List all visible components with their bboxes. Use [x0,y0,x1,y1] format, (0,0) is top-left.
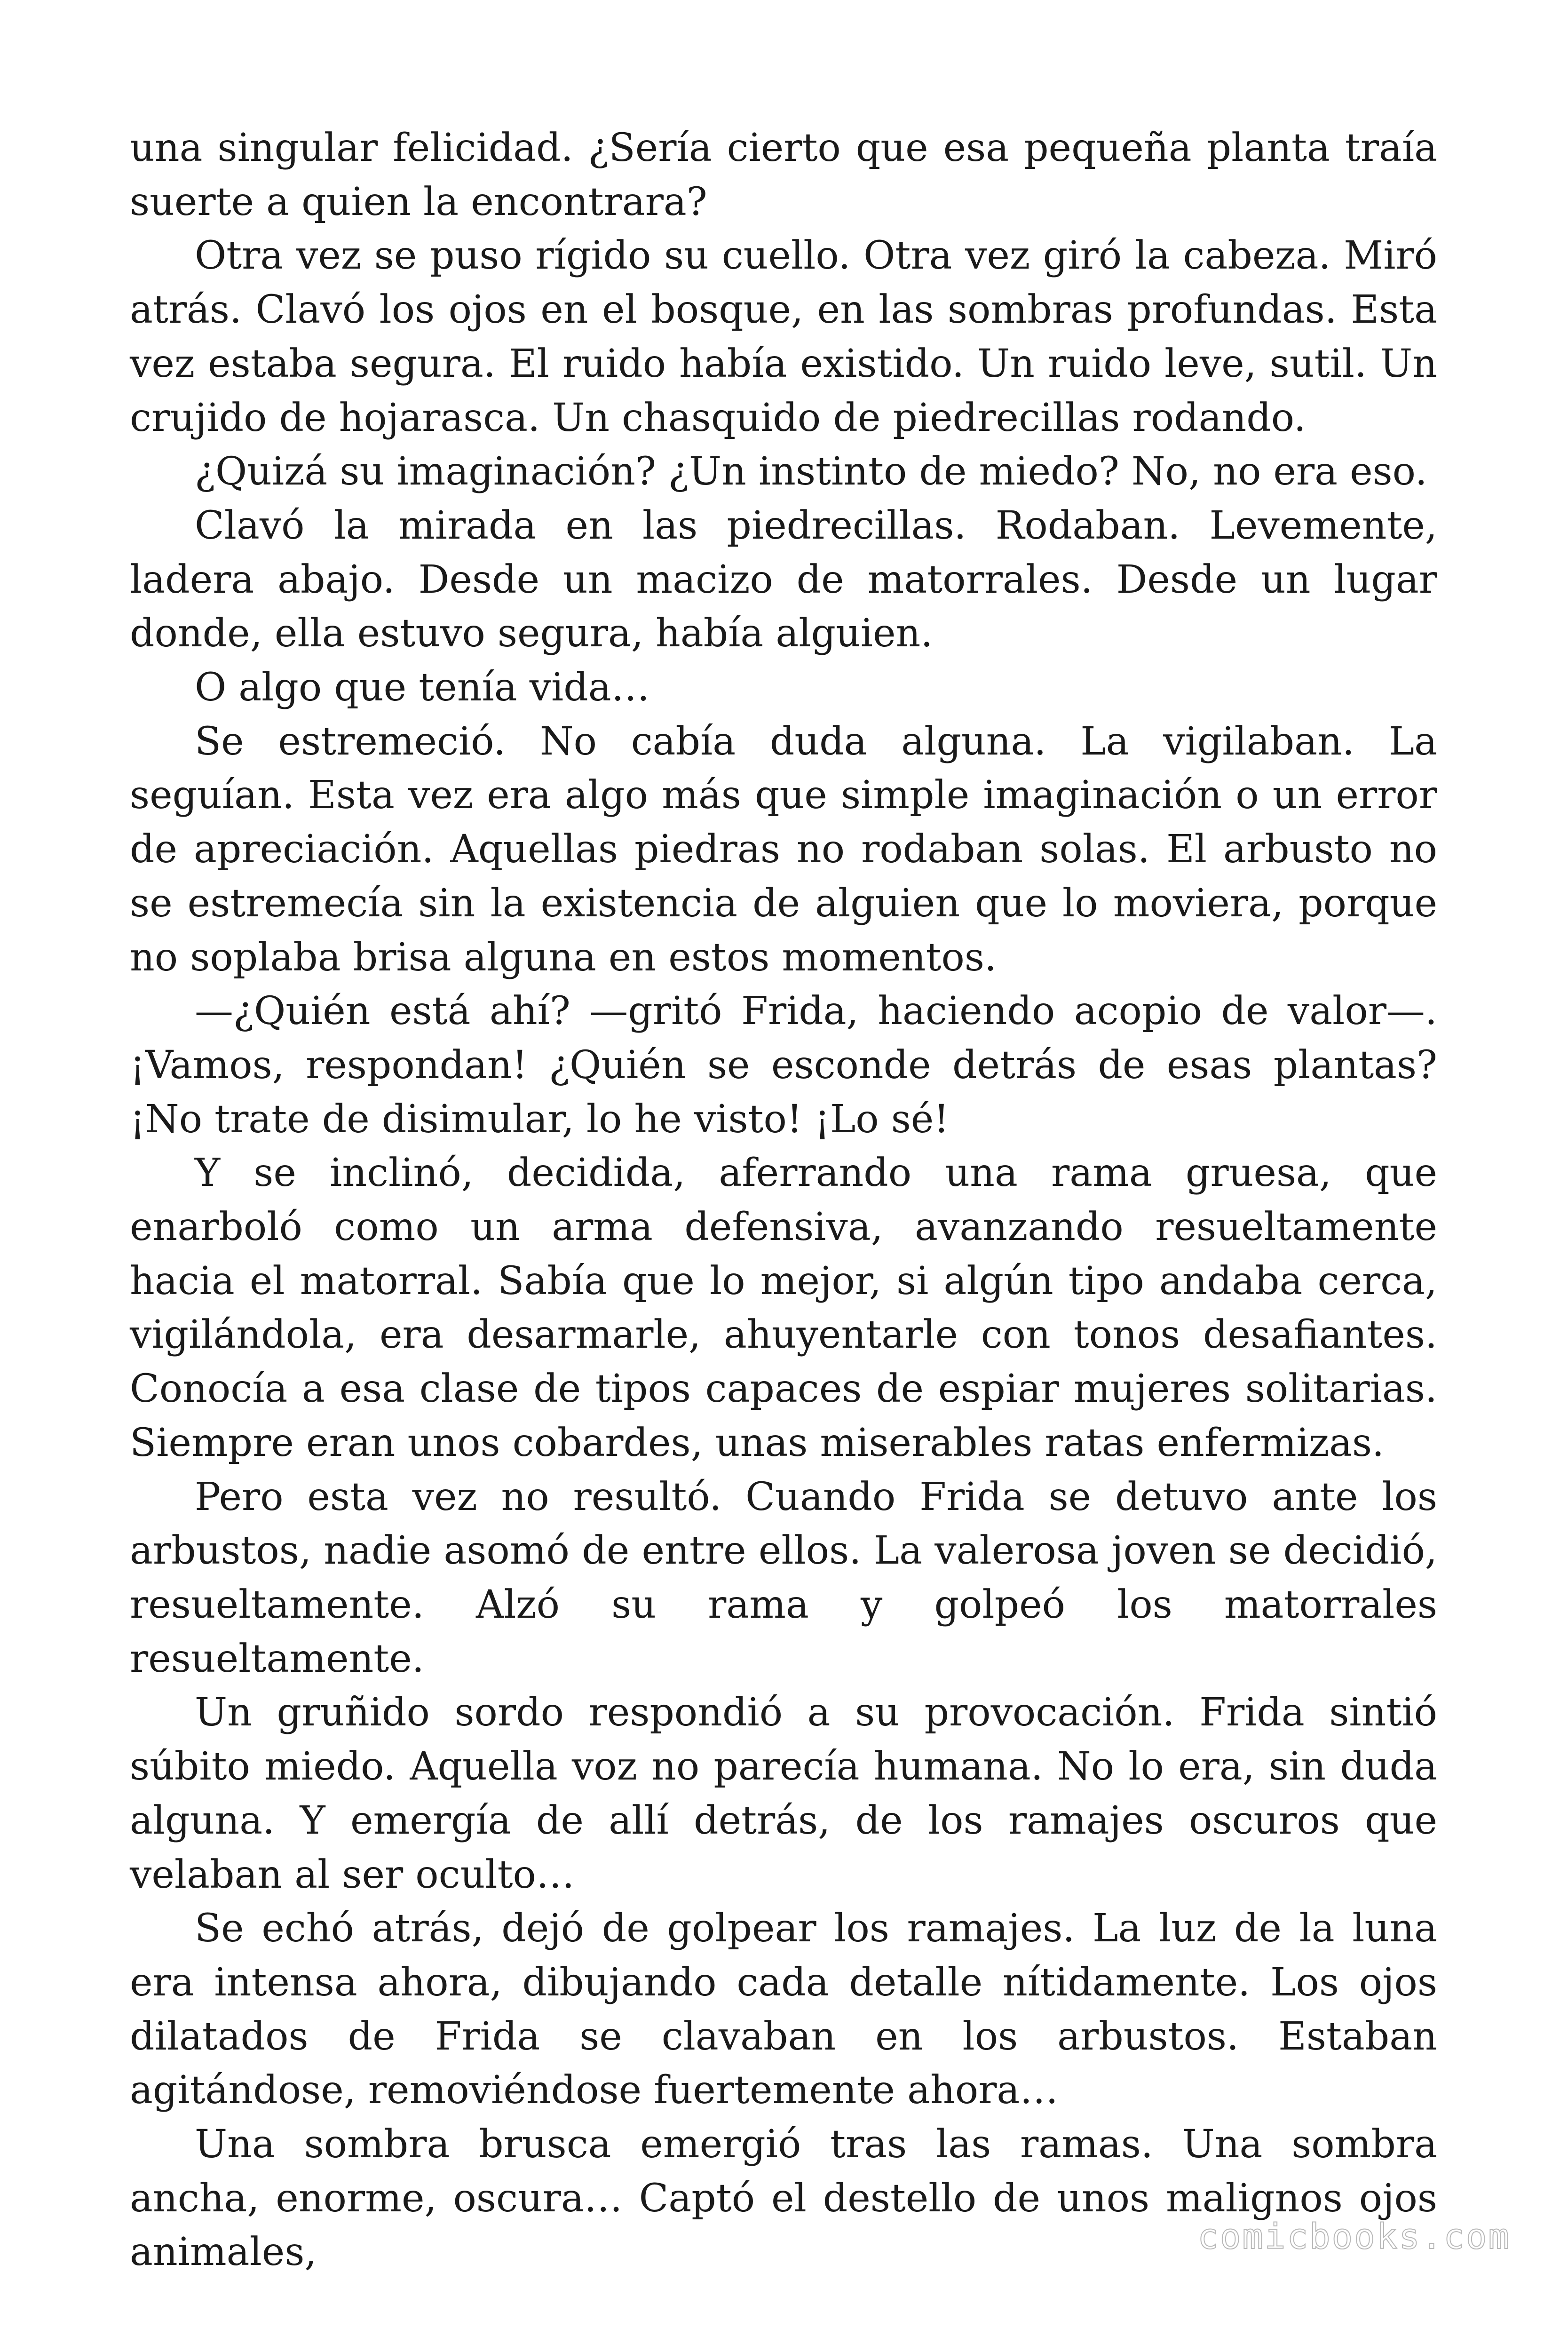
paragraph: Y se inclinó, decidida, aferrando una rama gruesa, que enarboló como un arma defensiva, avanzando resueltamente hacia el matorral. Sabía que lo mejor, si algún tipo andaba cerca, vigilándola, era desarmarle, ahuyentarle con tonos desafiantes. Conocía a esa clase de tipos capaces de espiar mujeres solitarias. Siempre eran unos cobardes, unas miserables ratas enfermizas. [130,1151,1437,1465]
paragraph: Una sombra brusca emergió tras las ramas. Una sombra ancha, enorme, oscura… Captó el destello de unos malignos ojos animales, [130,2122,1437,2275]
paragraph: ¿Quizá su imaginación? ¿Un instinto de miedo? No, no era eso. [195,449,1427,494]
paragraph: Se echó atrás, dejó de golpear los ramajes. La luz de la luna era intensa ahora, dibujando cada detalle nítidamente. Los ojos dilatados de Frida se clavaban en los arbustos. Estaban agitándose, removiéndose fuertemente ahora… [130,1906,1437,2113]
paragraph: —¿Quién está ahí? —gritó Frida, haciendo acopio de valor—. ¡Vamos, respondan! ¿Quién se esconde detrás de esas plantas? ¡No trate de disimular, lo he visto! ¡Lo sé! [130,989,1437,1142]
body-text [130,121,1437,2280]
paragraph: Pero esta vez no resultó. Cuando Frida se detuvo ante los arbustos, nadie asomó de entre ellos. La valerosa joven se decidió, resueltamente. Alzó su rama y golpeó los matorrales resueltamente. [130,1474,1437,1681]
paragraph: O algo que tenía vida… [195,665,650,710]
paragraph: Se estremeció. No cabía duda alguna. La vigilaban. La seguían. Esta vez era algo más que simple imaginación o un error de apreciación. Aquellas piedras no rodaban solas. El arbusto no se estremecía sin la existencia de alguien que lo moviera, porque no soplaba brisa alguna en estos momentos. [130,719,1437,980]
paragraph: una singular felicidad. ¿Sería cierto que esa pequeña planta traía suerte a quien la encontrara? [130,126,1437,224]
paragraph: Un gruñido sordo respondió a su provocación. Frida sintió súbito miedo. Aquella voz no parecía humana. No lo era, sin duda alguna. Y emergía de allí detrás, de los ramajes oscuros que velaban al ser oculto… [130,1690,1437,1897]
paragraph: Otra vez se puso rígido su cuello. Otra vez giró la cabeza. Miró atrás. Clavó los ojos en el bosque, en las sombras profundas. Esta vez estaba segura. El ruido había existido. Un ruido leve, sutil. Un crujido de hojarasca. Un chasquido de piedrecillas rodando. [130,233,1437,440]
paragraph: Clavó la mirada en las piedrecillas. Rodaban. Levemente, ladera abajo. Desde un macizo de matorrales. Desde un lugar donde, ella estuvo segura, había alguien. [130,503,1437,656]
watermark: comicbooks.com [1197,2217,1511,2257]
